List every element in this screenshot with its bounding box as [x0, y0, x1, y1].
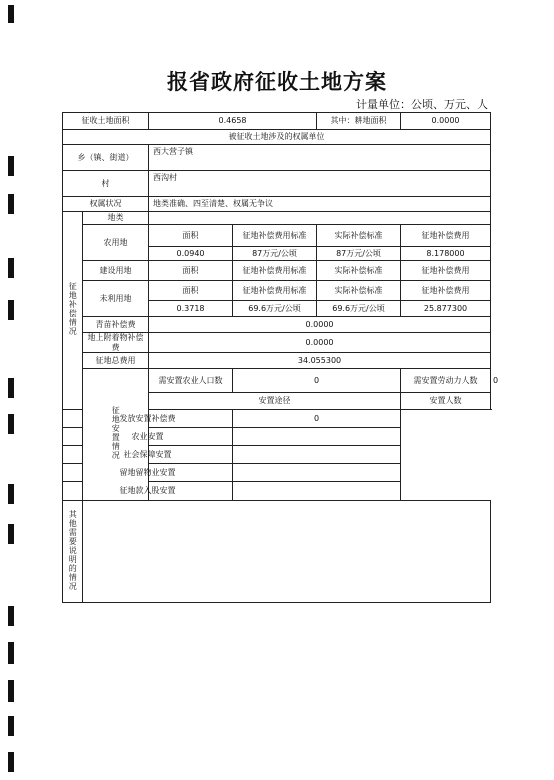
- route-item-label: 社会保障安置: [63, 446, 233, 464]
- header-standard: 征地补偿费用标准: [233, 225, 317, 247]
- unit-note: 计量单位：公顷、万元、人: [356, 98, 488, 111]
- ownership-label: 权属状况: [63, 197, 149, 212]
- unused-fee: 25.877300: [401, 301, 491, 317]
- township-value: 西大营子镇: [149, 145, 491, 171]
- other-content: [83, 501, 491, 603]
- route-item-label: 农业安置: [63, 428, 233, 446]
- unused-standard: 69.6万元/公顷: [233, 301, 317, 317]
- farmland-area: 0.0940: [149, 247, 233, 261]
- scan-mark: [8, 524, 14, 544]
- area-label: 征收土地面积: [63, 113, 149, 130]
- farmland-standard: 87万元/公顷: [233, 247, 317, 261]
- resettlement-section-label: 征地安置情况: [83, 369, 149, 501]
- township-label: 乡（镇、街道）: [63, 145, 149, 171]
- header-fee: 征地补偿费用: [401, 281, 491, 301]
- farmland-fee: 8.178000: [401, 247, 491, 261]
- owner-header: 被征收土地涉及的权属单位: [63, 130, 491, 145]
- page-title: 报省政府征收土地方案: [167, 69, 387, 94]
- ownership-value: 地类准确、四至清楚、权属无争议: [149, 197, 491, 212]
- crops-label: 青苗补偿费: [83, 317, 149, 333]
- route-item-count: [233, 464, 401, 482]
- header-actual: 实际补偿标准: [317, 261, 401, 281]
- header-area: 面积: [149, 225, 233, 247]
- count-header: 安置人数: [401, 393, 491, 410]
- farmland-value: 0.0000: [401, 113, 491, 130]
- attachments-value: 0.0000: [149, 333, 491, 353]
- scan-mark: [8, 606, 14, 626]
- header-actual: 实际补偿标准: [317, 281, 401, 301]
- crops-value: 0.0000: [149, 317, 491, 333]
- village-label: 村: [63, 171, 149, 197]
- farmland-actual: 87万元/公顷: [317, 247, 401, 261]
- village-value: 西沟村: [149, 171, 491, 197]
- total-label: 征地总费用: [83, 353, 149, 369]
- route-item-label: 留地留物业安置: [63, 464, 233, 482]
- other-section-label: 其他需要说明的情况: [63, 501, 83, 603]
- scan-mark: [8, 414, 14, 434]
- unused-actual: 69.6万元/公顷: [317, 301, 401, 317]
- scan-mark: [8, 5, 14, 23]
- unused-type-label: 未利用地: [83, 281, 149, 317]
- construction-type-label: 建设用地: [83, 261, 149, 281]
- scan-mark: [8, 156, 14, 176]
- compensation-section-label: 征地补偿情况: [63, 212, 83, 410]
- route-item-label: 发放安置补偿费: [63, 410, 233, 428]
- labor-label: 需安置劳动力人数: [401, 369, 491, 393]
- land-type-label: 地类: [83, 212, 149, 225]
- scan-mark: [8, 680, 14, 702]
- header-fee: 征地补偿费用: [401, 225, 491, 247]
- attachments-label: 地上附着物补偿费: [83, 333, 149, 353]
- agri-pop-value: 0: [233, 369, 401, 393]
- scan-mark: [8, 642, 14, 664]
- header-area: 面积: [149, 261, 233, 281]
- header-standard: 征地补偿费用标准: [233, 261, 317, 281]
- route-item-count: [233, 428, 401, 446]
- header-fee: 征地补偿费用: [401, 261, 491, 281]
- header-area: 面积: [149, 281, 233, 301]
- scan-mark: [8, 484, 14, 504]
- header-standard: 征地补偿费用标准: [233, 281, 317, 301]
- scan-mark: [8, 300, 14, 320]
- scan-mark: [8, 378, 14, 398]
- scan-mark: [8, 194, 14, 214]
- farmland-label: 其中：耕地面积: [317, 113, 401, 130]
- unused-area: 0.3718: [149, 301, 233, 317]
- header-actual: 实际补偿标准: [317, 225, 401, 247]
- total-value: 34.055300: [149, 353, 491, 369]
- farmland-type-label: 农用地: [83, 225, 149, 261]
- scan-mark: [8, 752, 14, 772]
- route-item-count: [233, 482, 401, 501]
- agri-pop-label: 需安置农业人口数: [149, 369, 233, 393]
- route-item-count: [233, 446, 401, 464]
- route-item-label: 征地款入股安置: [63, 482, 233, 501]
- land-acquisition-table: 征收土地面积 0.4658 其中：耕地面积 0.0000 被征收土地涉及的权属单位 乡（镇、街道） 西大营子镇 村 西沟村 权属状况 地类准确、四至清楚、权属无争议 征地补偿情况 地类 农用地 面积 征地补偿费用标准 实际补偿标准 征地补偿费用 0.0940 87万元/公顷 87万元/公顷 8.178000 建设用地 面积 征地补偿费用标准 实际补偿标准 征地补偿费用 未利用地 面积 征地补偿费用标准 实际补偿标准 征地补偿费用 0.3718 69.6万元/公顷 69.6万元/公顷 25.877300 青苗补偿费 0.0000 地上附着物补偿费 0.0000 征地总费用 34.055300 征地安置情况 需安置农业人口数 0 需安置劳动力人数 0 安置途径 安置人数 发放安置补偿费 0 农业安置 社会保障安置 留地留物业安置 征地款入股安置 其他需要说明的情况: [62, 112, 491, 603]
- route-item-count: 0: [233, 410, 401, 428]
- scan-mark: [8, 258, 14, 278]
- route-header: 安置途径: [149, 393, 401, 410]
- land-type-blank: [149, 212, 491, 225]
- area-value: 0.4658: [149, 113, 317, 130]
- scan-mark: [8, 716, 14, 736]
